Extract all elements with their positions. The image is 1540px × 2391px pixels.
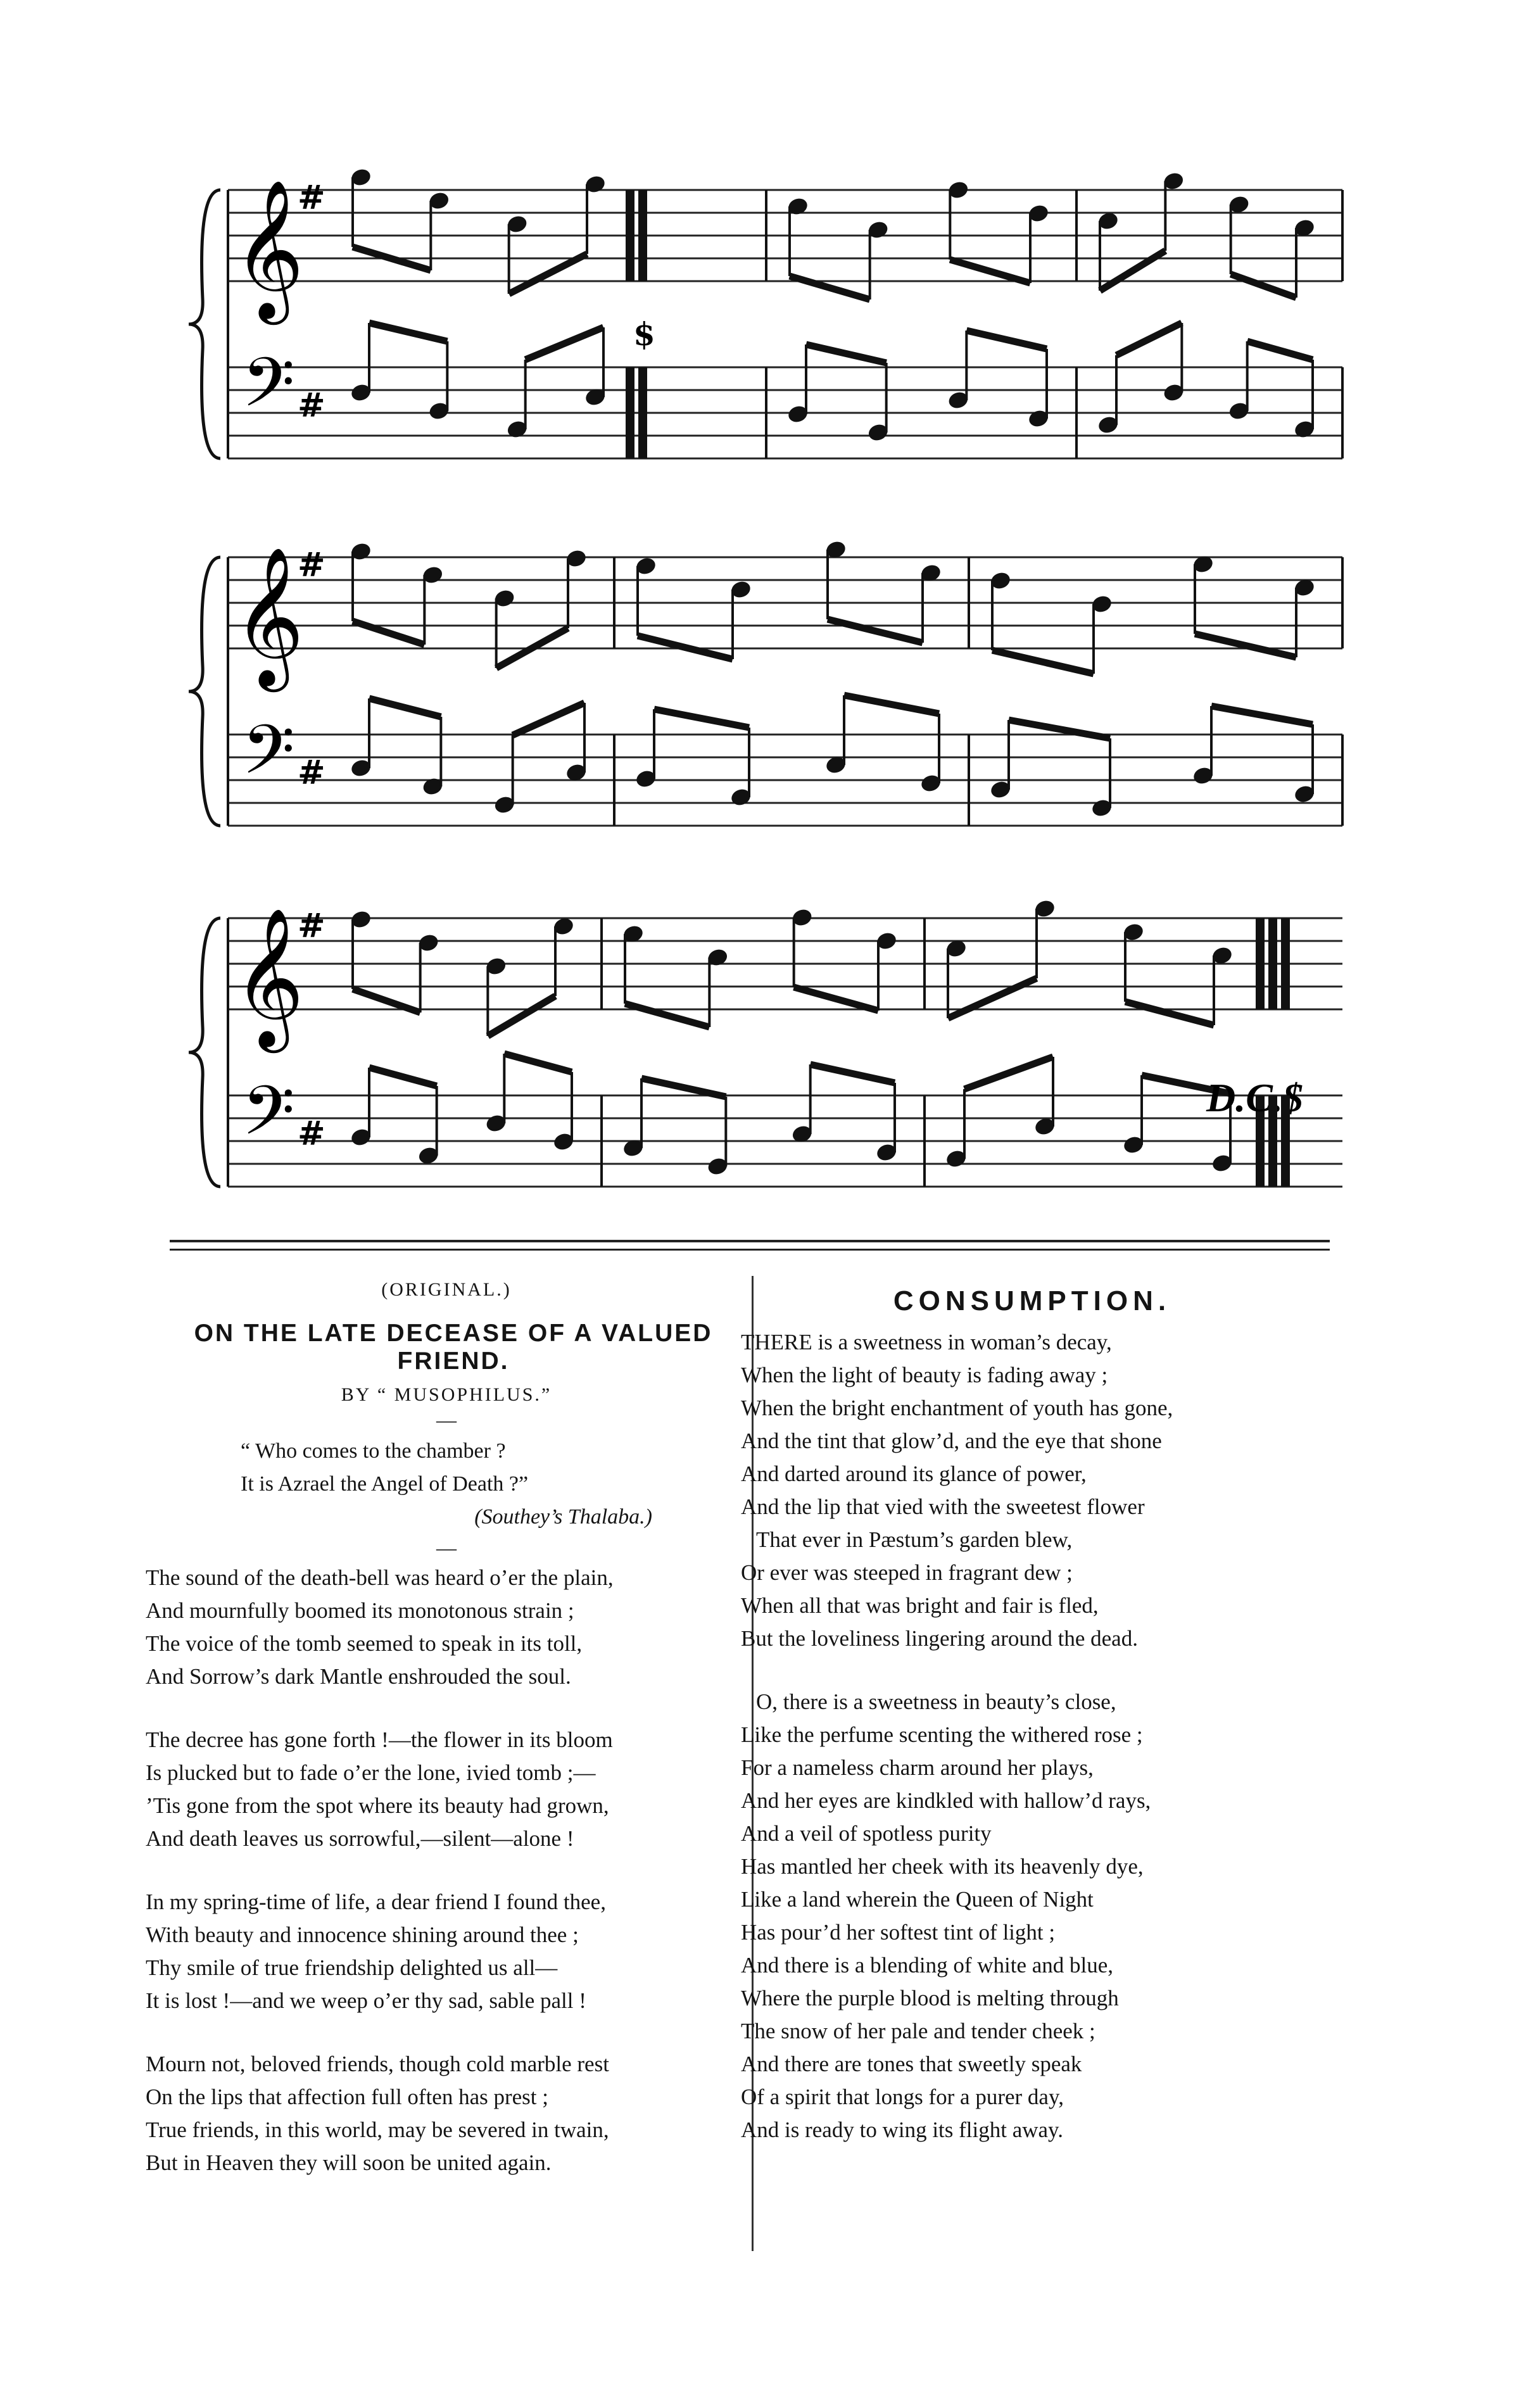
brace	[189, 918, 220, 1187]
left-column	[146, 1279, 747, 2180]
beam	[509, 254, 587, 294]
poem-line: That ever in Pæstum’s garden blew,	[756, 1527, 1073, 1552]
beam	[369, 1068, 437, 1086]
beam	[948, 978, 1037, 1018]
beam	[513, 703, 584, 735]
poem-line: Has pour’d her softest tint of light ;	[741, 1920, 1056, 1945]
poem-line: True friends, in this world, may be severed in twain,	[146, 2117, 609, 2142]
poem-line: It is lost !—and we weep o’er thy sad, sable pall !	[146, 1988, 586, 2013]
beam	[794, 987, 878, 1011]
beam	[950, 260, 1030, 283]
poem-line: In my spring-time of life, a dear friend I found thee,	[146, 1889, 606, 1914]
beam	[504, 1054, 572, 1072]
treble-clef-icon: 𝄞	[233, 546, 305, 686]
epigraph	[241, 1435, 747, 1501]
beam	[806, 344, 887, 363]
poem-line: Where the purple blood is melting through	[741, 1986, 1119, 2010]
poem-line: When all that was bright and fair is fled,	[741, 1593, 1099, 1618]
epigraph-line: It is Azrael the Angel of Death ?”	[241, 1472, 529, 1496]
stanza	[741, 1326, 1323, 1655]
bass-clef-icon: 𝄢	[242, 1071, 295, 1167]
beam	[1211, 706, 1313, 724]
beam	[811, 1064, 895, 1083]
sharp-icon: #	[298, 754, 325, 792]
beam	[966, 331, 1047, 349]
beam	[790, 276, 870, 300]
beam	[1125, 1002, 1214, 1025]
poem-line: And mournfully boomed its monotonous strain ;	[146, 1598, 574, 1623]
beam	[1116, 323, 1182, 355]
beam	[828, 619, 923, 643]
beam	[1100, 251, 1165, 291]
brace	[189, 557, 220, 826]
byline: BY “ MUSOPHILUS.”	[341, 1384, 552, 1405]
poem-line: And darted around its glance of power,	[741, 1461, 1087, 1486]
stanza	[741, 1686, 1323, 2147]
poem-line: And is ready to wing its flight away.	[741, 2117, 1064, 2142]
poem-line: The decree has gone forth !—the flower in its bloom	[146, 1727, 613, 1752]
poem-line: When the light of beauty is fading away ;	[741, 1363, 1108, 1387]
poem-line: THERE is a sweetness in woman’s decay,	[741, 1330, 1112, 1354]
beam	[526, 327, 603, 360]
sharp-icon: #	[298, 1114, 325, 1153]
da-capo-label: D.C.$	[1206, 1075, 1303, 1120]
epigraph-line: “ Who comes to the chamber ?	[241, 1439, 506, 1463]
stanza	[146, 1561, 747, 1693]
right-column	[741, 1279, 1323, 2147]
beam	[1231, 274, 1296, 298]
poem-line: Is plucked but to fade o’er the lone, ivied tomb ;—	[146, 1760, 596, 1785]
epigraph-attribution: (Southey’s Thalaba.)	[474, 1505, 652, 1529]
poem-line: ’Tis gone from the spot where its beauty had grown,	[146, 1793, 609, 1818]
poem-line: The snow of her pale and tender cheek ;	[741, 2019, 1095, 2043]
beam	[992, 650, 1094, 674]
poem-line: Or ever was steeped in fragrant dew ;	[741, 1560, 1073, 1585]
beam	[1009, 720, 1110, 738]
treble-clef-icon: 𝄞	[233, 907, 305, 1047]
poem-title: ON THE LATE DECEASE OF A VALUED FRIEND.	[194, 1320, 713, 1375]
poem-line: With beauty and innocence shining around thee ;	[146, 1922, 579, 1947]
beam	[654, 709, 749, 728]
dash-separator: —	[436, 1408, 457, 1431]
poem-line: The sound of the death-bell was heard o’er the plain,	[146, 1565, 614, 1590]
poem-line: And Sorrow’s dark Mantle enshrouded the soul.	[146, 1664, 571, 1689]
poem-line: And the tint that glow’d, and the eye that shone	[741, 1429, 1162, 1453]
poem-line: When the bright enchantment of youth has gone,	[741, 1396, 1173, 1420]
poem-line: Like a land wherein the Queen of Night	[741, 1887, 1094, 1912]
poem-line: Thy smile of true friendship delighted us all—	[146, 1955, 558, 1980]
segno-sign: $	[633, 315, 655, 353]
beam	[641, 1078, 726, 1097]
brace	[189, 190, 220, 458]
poem-line: Has mantled her cheek with its heavenly dye,	[741, 1854, 1144, 1879]
bass-clef-icon: 𝄢	[242, 343, 295, 439]
sharp-icon: #	[298, 907, 325, 945]
poem-line: And death leaves us sorrowful,—silent—alone !	[146, 1826, 574, 1851]
beam	[369, 698, 441, 717]
stanza	[146, 2048, 747, 2180]
beam	[369, 323, 447, 341]
poem-line: And the lip that vied with the sweetest flower	[741, 1494, 1145, 1519]
poem-line: For a nameless charm around her plays,	[741, 1755, 1094, 1780]
stanza	[146, 1886, 747, 2017]
beam	[488, 996, 555, 1036]
poem-line: The voice of the tomb seemed to speak in its toll,	[146, 1631, 583, 1656]
sharp-icon: #	[298, 546, 325, 584]
poem-line: And there is a blending of white and blue,	[741, 1953, 1114, 1978]
bass-clef-icon: 𝄢	[242, 710, 295, 806]
beam	[964, 1057, 1053, 1089]
beam	[625, 1004, 709, 1027]
poem-line: Like the perfume scenting the withered rose ;	[741, 1722, 1143, 1747]
poem-line: And her eyes are kindkled with hallow’d rays,	[741, 1788, 1151, 1813]
stanza	[146, 1724, 747, 1855]
poem-title: CONSUMPTION.	[893, 1285, 1171, 1316]
sharp-icon: #	[298, 386, 325, 425]
poem-line: O, there is a sweetness in beauty’s close,	[756, 1689, 1116, 1714]
treble-clef-icon: 𝄞	[233, 179, 305, 319]
beam	[844, 695, 939, 714]
divider-rule-thin	[170, 1249, 1330, 1251]
original-tag: (ORIGINAL.)	[381, 1279, 512, 1300]
poem-line: And there are tones that sweetly speak	[741, 2052, 1082, 2076]
dash-separator: —	[436, 1536, 457, 1559]
divider-rule	[170, 1240, 1330, 1242]
poem-line: Of a spirit that longs for a purer day,	[741, 2085, 1064, 2109]
poem-line: But the loveliness lingering around the dead.	[741, 1626, 1138, 1651]
poem-line: On the lips that affection full often has prest ;	[146, 2085, 548, 2109]
sharp-icon: #	[298, 179, 325, 217]
poem-line: And a veil of spotless purity	[741, 1821, 992, 1846]
beam	[1247, 341, 1313, 360]
poem-line: Mourn not, beloved friends, though cold marble rest	[146, 2052, 609, 2076]
beam	[1195, 634, 1296, 657]
poem-line: But in Heaven they will soon be united again.	[146, 2150, 552, 2175]
